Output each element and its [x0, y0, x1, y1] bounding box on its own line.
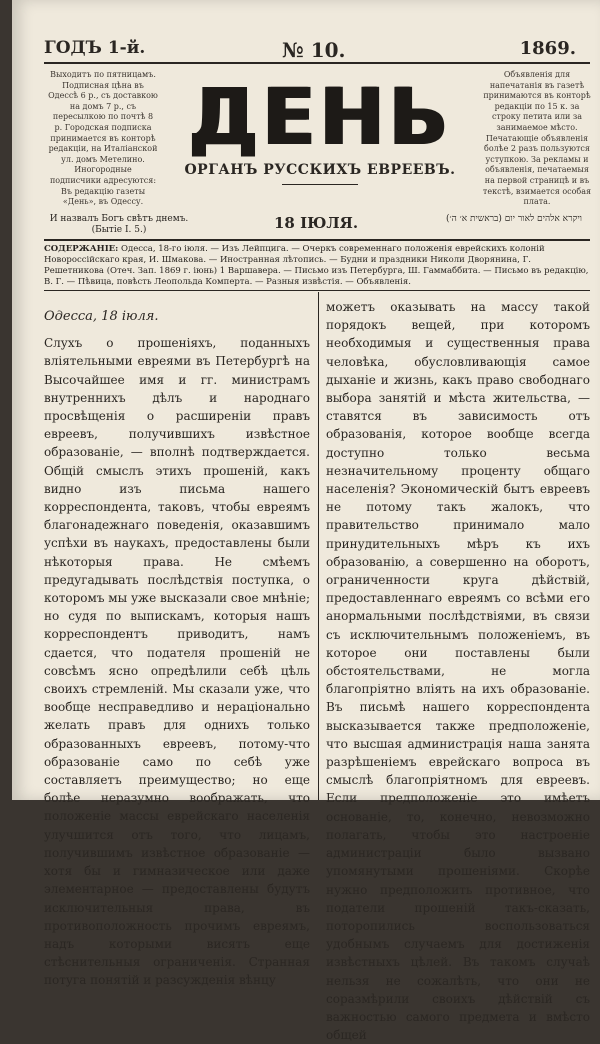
date-row — [44, 214, 584, 234]
motto-hebrew: ויקרא אלהים לאור יום (בראשית א׳ ה׳) — [446, 214, 582, 224]
article-text-left: Слухъ о прошеніяхъ, поданныхъ вліятельными евреями въ Петербургѣ на Высочайшее имя и гг. министрамъ внутреннихъ дѣлъ и народнаго просвѣщенія о расширеніи правъ евреевъ, получившихъ извѣстное образованіе, — вполнѣ подтверждается. Общій смыслъ этихъ прошеній, какъ видно изъ письма нашего корреспондента, таковъ, чтобы евреямъ благонадежнаго поведенія, оказавшимъ успѣхи въ наукахъ, предоставлены были нѣкоторыя права. Не смѣемъ предугадывать послѣдствія поступка, о которомъ мы уже высказали свое мнѣніе; но судя по выпискамъ, которыя нашъ корреспондентъ приводитъ, намъ сдается, что подателя прошеній не совсѣмъ ясно опредѣлили себѣ цѣль своихъ стремленій. Мы сказали уже, что вообще несправедливо и нерaціонально желать правъ для однихъ только образованныхъ евреевъ, потому-что образованіе само по себѣ уже составляетъ преимущество; но еще болѣе неразумно воображать, что положеніе массы еврейскаго населенія улучшится отъ того, что лицамъ, получившимъ извѣстное образованіе — хотя бы и гимназическое или даже элементарное — предоставлены будутъ исключительныя права, въ противоположность прочимъ евреямъ, надъ которыми висятъ еще стѣснительныя ограниченія. Странная потуга понятій и разсужденія вѣнцу — [44, 336, 310, 988]
masthead-subtitle: ОРГАНЪ РУССКИХЪ ЕВРЕЕВЪ. — [184, 162, 456, 178]
year-label: ГОДЪ 1-й. — [44, 38, 146, 58]
subscription-info: Выходитъ по пятницамъ. Подписная цѣна въ Одессѣ 6 р., съ доставкою на домъ 7 р., съ пересылкою по почтѣ 8 р. Городская подписка принимается въ конторѣ редакціи, на Италіанской ул. домъ Метелино. Иногородные подписчики адресуются: Въ редакцію газеты «День», въ Одессу. — [48, 70, 158, 207]
article-column-right — [326, 298, 590, 1044]
masthead-title: ДЕНЬ — [188, 73, 452, 163]
article-dateline: Одесса, 18 іюля. — [44, 309, 159, 324]
subtitle-rule — [282, 184, 358, 185]
newspaper-page — [12, 0, 600, 1043]
motto-russian: И назвалъ Богъ свѣтъ днемъ. (Бытіе I. 5.) — [49, 214, 189, 235]
contents-label: СОДЕРЖАНІЕ: — [44, 244, 119, 254]
advertising-info: Объявленія для напечатанія въ газетѣ принимаются въ конторѣ редакціи по 15 к. за строку петита или за занимаемое мѣсто. Печатающіе объявленія болѣе 2 разъ пользуются уступкою. За рекламы и объявленія, печатаемыя на первой страницѣ и въ текстѣ, взимается особая плата. — [482, 70, 592, 207]
top-bar — [44, 38, 584, 60]
table-of-contents — [44, 244, 590, 288]
publication-year: 1869. — [519, 38, 576, 59]
contents-bottom-rule — [44, 290, 590, 291]
top-rule — [44, 62, 590, 64]
article-text-right: можетъ оказывать на массу такой порядокъ вещей, при которомъ необходимыя и существенныя права человѣка, обусловливающія самое дыханіе и жизнь, какъ право свободнаго выбора занятій и мѣста жительства, — ставятся въ зависимость отъ образованія, которое вообще всегда доступно только весьма незначительному проценту общаго населенія? Экономическій бытъ евреевъ не потому такъ жалокъ, что правительство принимало мало принудительныхъ мѣръ къ ихъ образованію, а совершенно на оборотъ, ограниченности круга дѣйствій, предоставленнаго евреямъ со всѣми его анормальными послѣдствіями, въ связи съ исключительнымъ положеніемъ, въ которое они поставлены были обстоятельствами, не могла благопріятно вліять на ихъ образованіе. Въ письмѣ нашего корреспондента высказывается также предположеніе, что высшая администрація наша занята разрѣшеніемъ еврейскаго вопроса въ смыслѣ благопріятномъ для евреевъ. Если предположеніе это имѣетъ основаніе, то, конечно, невозможно полагать, чтобы это настроеніе администраціи было вызвано упомянутыми прошеніями. Скорѣе нужно предположить противное, что податели прошеній такъ-сказать, поторопились воспользоваться удобнымъ случаемъ для достиженія извѣстныхъ цѣлей. Въ такомъ случаѣ нельзя не сожалѣть, что они не соразмѣрили своихъ дѣйствій съ важностью самого предмета и вмѣсто общей — [326, 300, 590, 1043]
contents-top-rule — [44, 239, 590, 241]
column-divider — [318, 292, 319, 800]
issue-number: № 10. — [282, 38, 346, 62]
issue-date: 18 ІЮЛЯ. — [274, 214, 359, 232]
article-column-left — [44, 308, 310, 990]
contents-text: Одесса, 18-го іюля. — Изъ Лейпцига. — Очеркъ современнаго положенія еврейскихъ колоній Новороссійскаго края, И. Шмакова. — Иностранная лѣтопись. — Будни и праздники Николи Дворянина, Г. Решетникова (Отеч. Зап. 1869 г. іюнь) 1 Варшавера. — Письмо изъ Петербурга, Ш. Гаммаббита. — Письмо въ редакцію, В. Г. — Пѣвица, повѣсть Леопольда Комперта. — Разныя извѣстія. — Объявленія. — [44, 244, 589, 287]
